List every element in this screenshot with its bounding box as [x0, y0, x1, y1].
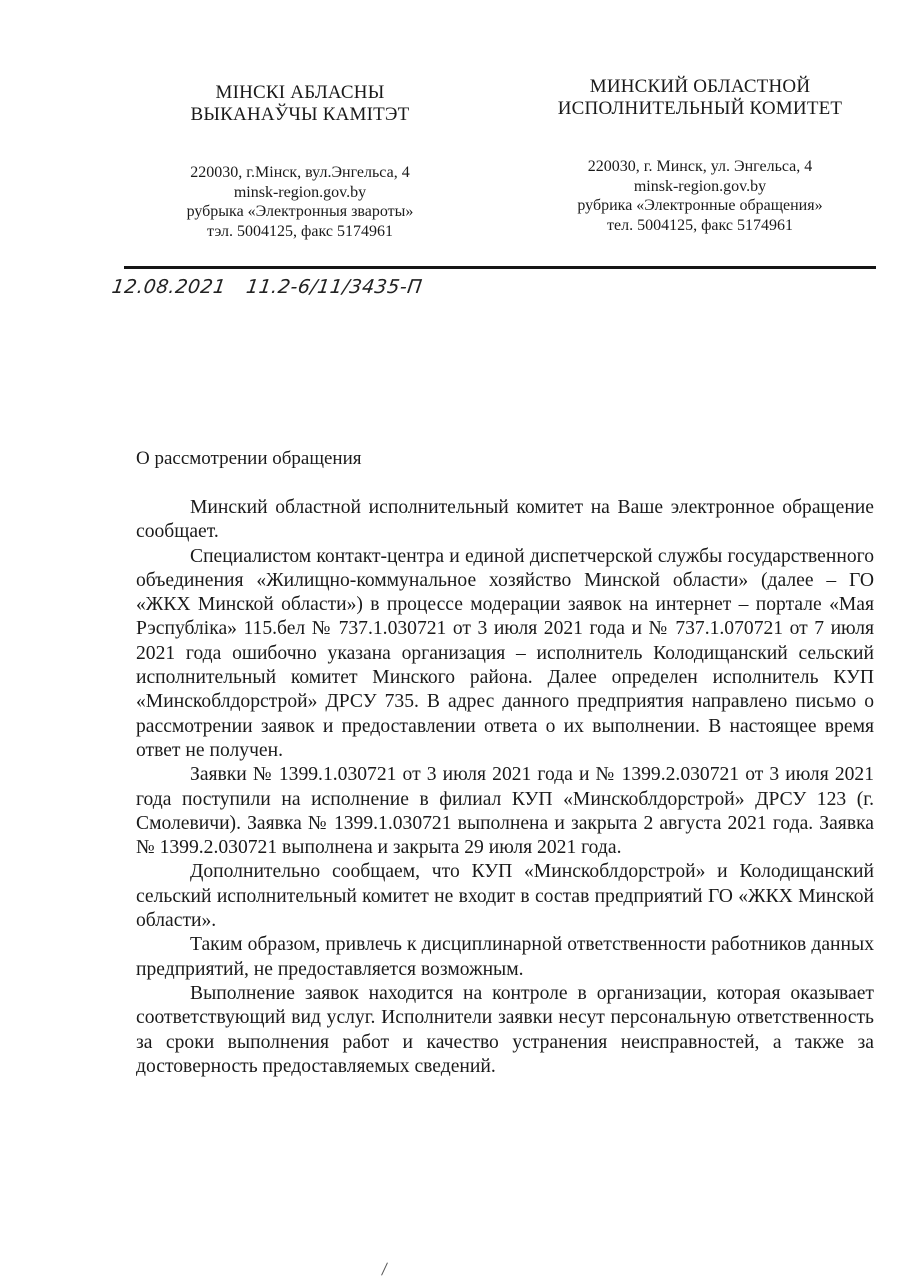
paragraph: Минский областной исполнительный комитет на Ваше электронное обращение сообщает. — [136, 497, 874, 543]
contact-block-by — [130, 163, 470, 241]
phone-fax-ru: тел. 5004125, факс 5174961 — [606, 216, 794, 234]
address-by: 220030, г.Мінск, вул.Энгельса, 4 — [190, 164, 410, 181]
letter-subject: О рассмотрении обращения — [136, 448, 362, 469]
letterhead-russian — [515, 76, 885, 235]
registration-date: 12.08.2021 — [110, 276, 228, 298]
website-by: minsk-region.gov.by — [233, 183, 367, 201]
paragraph: Заявки № 1399.1.030721 от 3 июля 2021 года и № 1399.2.030721 от 3 июля 2021 года поступили на исполнение в филиал КУП «Минскоблдорстрой» ДРСУ 123 (г. Смолевичи). Заявка № 1399.1.030721 выполнена и закрыта 2 августа 2021 года. Заявка № 1399.2.030721 выполнена и закрыта 29 июля 2021 года. — [136, 764, 874, 859]
paragraph: Таким образом, привлечь к дисциплинарной ответственности работников данных предприятий, не предоставляется возможным. — [136, 934, 874, 980]
paragraph: Дополнительно сообщаем, что КУП «Минскоблдорстрой» и Колодищанский сельский исполнительный комитет не входит в состав предприятий ГО «ЖКХ Минской области». — [136, 861, 874, 932]
address-ru: 220030, г. Минск, ул. Энгельса, 4 — [587, 158, 813, 175]
registration-stamp — [110, 276, 423, 298]
contact-block-ru — [515, 157, 885, 235]
paragraph: Специалистом контакт-центра и единой диспетчерской службы государственного объединения «Жилищно-коммунальное хозяйство Минской области» (далее – ГО «ЖКХ Минской области») в процессе модерации заявок на интернет – портале «Мая Рэспубліка» 115.бел № 737.1.030721 от 3 июля 2021 года и № 737.1.070721 от 7 июля 2021 года ошибочно указана организация – исполнитель Колодищанский сельский исполнительный комитет Минского района. Далее определен исполнитель КУП «Минскоблдорстрой» ДРСУ 735. В адрес данного предприятия направлено письмо о рассмотрении заявок и предоставлении ответа о их выполнении. В настоящее время ответ не получен. — [136, 545, 874, 761]
org-name-by-line2: ВЫКАНАЎЧЫ КАМІТЭТ — [190, 104, 410, 125]
org-name-by-line1: МІНСКІ АБЛАСНЫ — [215, 82, 385, 103]
paragraph: Выполнение заявок находится на контроле в организации, которая оказывает соответствующий вид услуг. Исполнители заявки несут персональную ответственность за сроки выполнения работ и качество устранения неисправностей, а также за достоверность предоставляемых сведений. — [136, 982, 874, 1077]
phone-fax-by: тэл. 5004125, факс 5174961 — [207, 222, 393, 240]
rubric-ru: рубрика «Электронные обращения» — [577, 197, 823, 214]
org-name-ru-line1: МИНСКИЙ ОБЛАСТНОЙ — [589, 76, 811, 97]
website-ru: minsk-region.gov.by — [633, 177, 767, 195]
org-name-ru-line2: ИСПОЛНИТЕЛЬНЫЙ КОМИТЕТ — [557, 98, 843, 119]
registration-number: 11.2-6/11/3435-П — [244, 276, 424, 298]
header-divider — [124, 266, 876, 269]
letter-body — [136, 496, 874, 1079]
pen-mark — [381, 1262, 388, 1275]
letterhead-belarusian — [130, 82, 470, 241]
rubric-by: рубрыка «Электронныя звароты» — [186, 203, 414, 220]
